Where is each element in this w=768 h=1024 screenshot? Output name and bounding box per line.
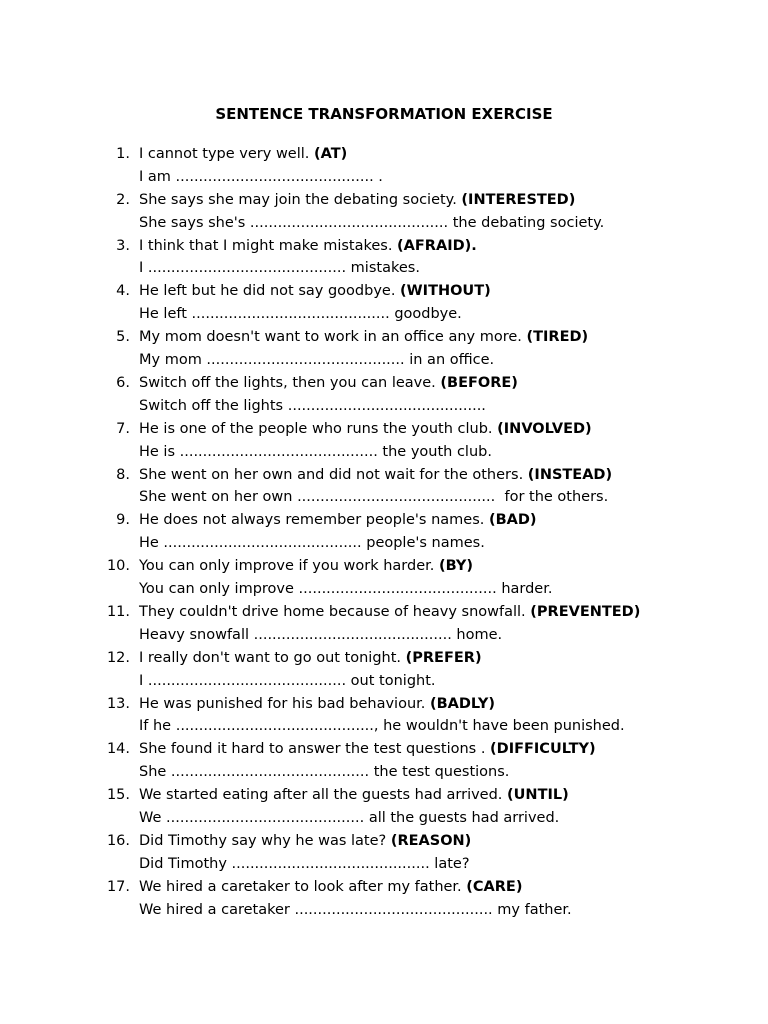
item-sentence: She went on her own and did not wait for the others. xyxy=(139,466,524,483)
list-item xyxy=(0,830,768,876)
item-sentence: He was punished for his bad behaviour. xyxy=(139,695,426,712)
item-answer-line: We hired a caretaker ........................................... my father. xyxy=(139,901,572,918)
list-item xyxy=(0,280,768,326)
list-item xyxy=(0,738,768,784)
item-answer-line: If he ..........................................., he wouldn't have been punished. xyxy=(139,718,625,735)
item-answer-line: You can only improve ........................................... harder. xyxy=(139,581,553,598)
item-prompt xyxy=(139,143,347,166)
item-prompt xyxy=(139,555,473,578)
item-keyword: (BAD) xyxy=(488,512,537,529)
item-number: 5. xyxy=(116,329,130,346)
item-prompt xyxy=(139,647,482,670)
item-keyword: (INTERESTED) xyxy=(461,191,576,208)
item-keyword: (UNTIL) xyxy=(507,787,569,804)
list-item xyxy=(0,418,768,464)
exercise-list xyxy=(0,143,768,922)
item-number: 6. xyxy=(116,374,130,391)
item-prompt xyxy=(139,326,588,349)
item-keyword: (PREVENTED) xyxy=(530,603,641,620)
item-number: 13. xyxy=(106,695,130,712)
item-number: 16. xyxy=(106,832,130,849)
item-sentence: We hired a caretaker to look after my father. xyxy=(139,878,462,895)
item-number: 4. xyxy=(116,283,130,300)
item-keyword: (INVOLVED) xyxy=(497,420,592,437)
item-answer-line: He left ........................................... goodbye. xyxy=(139,306,462,323)
item-answer-line: She says she's ........................................... the debating society. xyxy=(139,214,605,231)
item-sentence: Switch off the lights, then you can leave. xyxy=(139,374,436,391)
list-item xyxy=(0,464,768,510)
list-item xyxy=(0,601,768,647)
item-keyword: (REASON) xyxy=(390,832,472,849)
item-keyword: (AT) xyxy=(314,146,348,162)
item-sentence: He does not always remember people's names. xyxy=(139,512,485,529)
item-answer-line: Did Timothy ........................................... late? xyxy=(139,855,470,872)
item-answer-line: I am ........................................... . xyxy=(139,168,383,185)
list-item xyxy=(0,693,768,739)
list-item xyxy=(0,555,768,601)
item-answer-line: She went on her own ........................................... for the others. xyxy=(139,489,609,506)
list-item xyxy=(0,509,768,555)
item-prompt xyxy=(139,189,575,212)
item-prompt xyxy=(139,693,495,716)
list-item xyxy=(0,876,768,922)
list-item xyxy=(0,143,768,189)
list-item xyxy=(0,326,768,372)
item-keyword: (BY) xyxy=(438,558,473,575)
item-prompt xyxy=(139,418,592,441)
item-number: 1. xyxy=(116,146,130,162)
item-answer-line: He ........................................... people's names. xyxy=(139,535,485,552)
item-sentence: You can only improve if you work harder. xyxy=(139,558,435,575)
item-number: 7. xyxy=(116,420,130,437)
item-sentence: She found it hard to answer the test questions . xyxy=(139,741,486,758)
item-prompt xyxy=(139,372,518,395)
list-item xyxy=(0,235,768,281)
list-item xyxy=(0,784,768,830)
item-keyword: (WITHOUT) xyxy=(400,283,491,300)
item-sentence: Did Timothy say why he was late? xyxy=(139,832,387,849)
item-sentence: They couldn't drive home because of heavy snowfall. xyxy=(139,603,526,620)
item-sentence: He is one of the people who runs the youth club. xyxy=(139,420,493,437)
item-sentence: He left but he did not say goodbye. xyxy=(139,283,396,300)
item-prompt xyxy=(139,738,596,761)
item-keyword: (INSTEAD) xyxy=(527,466,613,483)
page-title: SENTENCE TRANSFORMATION EXERCISE xyxy=(215,105,553,123)
item-prompt xyxy=(139,235,477,258)
item-answer-line: I ........................................... mistakes. xyxy=(139,260,420,277)
item-answer-line: He is ........................................... the youth club. xyxy=(139,443,492,460)
item-sentence: I cannot type very well. xyxy=(139,146,310,162)
item-prompt xyxy=(139,464,612,487)
item-sentence: My mom doesn't want to work in an office any more. xyxy=(139,329,522,346)
item-prompt xyxy=(139,601,640,624)
item-number: 3. xyxy=(116,237,130,254)
item-number: 17. xyxy=(106,878,130,895)
item-answer-line: We ........................................... all the guests had arrived. xyxy=(139,810,560,827)
item-answer-line: Switch off the lights ........................................... xyxy=(139,397,486,414)
item-prompt xyxy=(139,509,537,532)
item-number: 2. xyxy=(116,191,130,208)
item-keyword: (PREFER) xyxy=(405,649,482,666)
item-keyword: (BADLY) xyxy=(429,695,496,712)
item-keyword: (TIRED) xyxy=(526,329,589,346)
item-prompt xyxy=(139,280,491,303)
item-answer-line: Heavy snowfall ........................................... home. xyxy=(139,626,503,643)
item-number: 11. xyxy=(106,603,130,620)
item-answer-line: I ........................................... out tonight. xyxy=(139,672,436,689)
item-keyword: (DIFFICULTY) xyxy=(490,741,596,758)
list-item xyxy=(0,189,768,235)
item-number: 8. xyxy=(116,466,130,483)
list-item xyxy=(0,647,768,693)
list-item xyxy=(0,372,768,418)
item-sentence: I think that I might make mistakes. xyxy=(139,237,393,254)
item-prompt xyxy=(139,784,569,807)
item-number: 14. xyxy=(106,741,130,758)
item-number: 12. xyxy=(106,649,130,666)
item-keyword: (AFRAID). xyxy=(397,237,477,254)
item-number: 15. xyxy=(106,787,130,804)
item-prompt xyxy=(139,876,522,899)
item-answer-line: She ........................................... the test questions. xyxy=(139,764,510,781)
item-keyword: (BEFORE) xyxy=(440,374,518,391)
item-prompt xyxy=(139,830,471,853)
item-sentence: She says she may join the debating society. xyxy=(139,191,457,208)
item-keyword: (CARE) xyxy=(466,878,523,895)
item-sentence: I really don't want to go out tonight. xyxy=(139,649,402,666)
item-number: 9. xyxy=(116,512,130,529)
item-answer-line: My mom ........................................... in an office. xyxy=(139,352,495,369)
item-sentence: We started eating after all the guests had arrived. xyxy=(139,787,503,804)
item-number: 10. xyxy=(106,558,130,575)
